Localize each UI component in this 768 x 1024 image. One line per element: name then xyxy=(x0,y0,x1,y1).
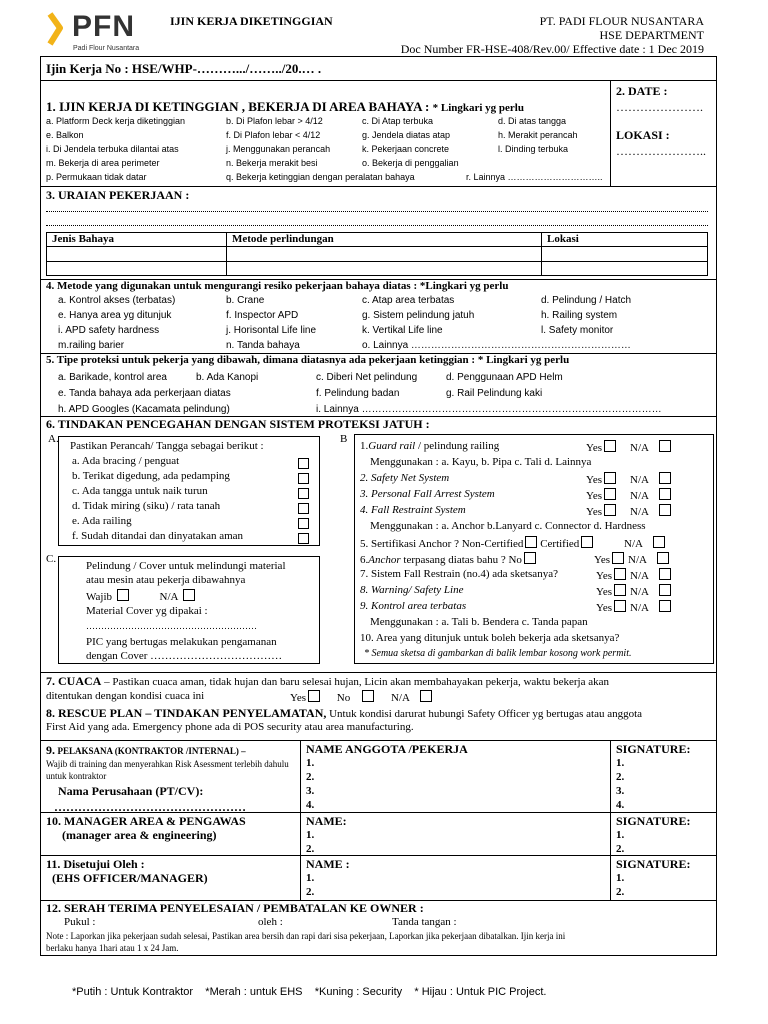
b-yesno-6 xyxy=(594,552,669,566)
member-row-4-sig[interactable]: 4. xyxy=(616,799,625,811)
member-row-3-name[interactable]: 3. xyxy=(306,785,315,797)
option-1r[interactable]: r. Lainnya ………………………….. xyxy=(466,172,603,182)
section-7-text-1: – Pastikan cuaca aman, tidak hujan dan baru selesai hujan, Licin akan membahayakan pekerja, waktu bekerja akan xyxy=(101,676,609,688)
na-label: N/A xyxy=(630,506,649,518)
section-8-title: 8. RESCUE PLAN – TINDAKAN PENYELAMATAN, xyxy=(46,706,327,720)
cuaca-yes-label: Yes xyxy=(290,692,307,704)
section-1-title-main: 1. IJIN KERJA DI KETINGGIAN , BEKERJA DI AREA BAHAYA : xyxy=(46,99,430,114)
option-1k[interactable]: k. Pekerjaan concrete xyxy=(362,144,450,154)
section-10-title-2: (manager area & engineering) xyxy=(62,828,217,842)
option-4b[interactable]: b. Crane xyxy=(226,295,265,306)
section-10-title-1: 10. MANAGER AREA & PENGAWAS xyxy=(46,814,246,828)
option-5i[interactable]: i. Lainnya ……………………………………………………………………………… xyxy=(316,404,662,415)
checkbox-a-d[interactable] xyxy=(298,503,309,514)
company-logo xyxy=(46,12,166,54)
members-sig-header: SIGNATURE: xyxy=(616,742,691,756)
oleh-label[interactable]: oleh : xyxy=(258,916,283,928)
ehs-row-2-sig[interactable]: 2. xyxy=(616,886,625,898)
section-8-line-2: First Aid yang ada. Emergency phone ada di POS security atau area manufacturing. xyxy=(46,721,414,733)
na-checkbox[interactable] xyxy=(657,552,669,564)
na-checkbox[interactable] xyxy=(653,536,665,548)
b-item-9-sub: Menggunakan : a. Tali b. Bendera c. Tanda papan xyxy=(370,616,588,628)
option-5g[interactable]: g. Rail Pelindung kaki xyxy=(446,388,543,399)
yes-label: Yes xyxy=(594,554,611,566)
row-divider-permit xyxy=(40,80,717,81)
b5-text: 5. Sertifikasi Anchor ? Non-Certified xyxy=(360,538,524,550)
section-3-title: 3. URAIAN PEKERJAAN : xyxy=(46,188,190,202)
option-1j[interactable]: j. Menggunakan perancah xyxy=(226,144,331,154)
option-4g[interactable]: g. Sistem pelindung jatuh xyxy=(362,310,475,321)
lokasi-label: LOKASI : xyxy=(616,128,670,142)
yes-label: Yes xyxy=(596,602,613,614)
hazard-table-col-1 xyxy=(226,232,227,276)
b-yesno-2 xyxy=(586,472,671,486)
logo-mark-icon xyxy=(46,12,70,46)
member-row-2-name[interactable]: 2. xyxy=(306,771,315,783)
option-1g[interactable]: g. Jendela diatas atap xyxy=(362,130,451,140)
option-4a[interactable]: a. Kontrol akses (terbatas) xyxy=(58,295,176,306)
manager-sig-header: SIGNATURE: xyxy=(616,814,691,828)
yes-label: Yes xyxy=(586,506,603,518)
ehs-row-1-sig[interactable]: 1. xyxy=(616,872,625,884)
option-4j[interactable]: j. Horisontal Life line xyxy=(226,325,317,336)
section-8-line-1 xyxy=(46,706,642,721)
member-row-4-name[interactable]: 4. xyxy=(306,799,315,811)
hazard-table-row-2 xyxy=(46,261,708,262)
option-1c[interactable]: c. Di Atap terbuka xyxy=(362,116,434,126)
yes-checkbox[interactable] xyxy=(604,488,616,500)
box-c-line-2: atau mesin atau pekerja dibawahnya xyxy=(86,574,246,586)
note-line-2: berlaku hanya 1hari atau 1 x 24 Jam. xyxy=(46,943,179,953)
na-label: N/A xyxy=(630,474,649,486)
box-c-dots[interactable]: ………………………………………………… xyxy=(86,621,257,631)
b-item-3: 3. Personal Fall Arrest System xyxy=(360,488,495,500)
na-label: N/A xyxy=(159,591,178,603)
box-a-item-d: d. Tidak miring (siku) / rata tanah xyxy=(72,500,221,512)
b-yesno-7 xyxy=(596,568,671,582)
yes-label: Yes xyxy=(586,442,603,454)
company-name: PT. PADI FLOUR NUSANTARA xyxy=(539,14,704,28)
cuaca-na-checkbox[interactable] xyxy=(420,690,432,702)
checkbox-a-c[interactable] xyxy=(298,488,309,499)
option-4f[interactable]: f. Inspector APD xyxy=(226,310,299,321)
section-8-text-1: Untuk kondisi darurat hubungi Safety Officer yg bertugas atau anggota xyxy=(326,708,643,720)
b-item-10: 10. Area yang ditunjuk untuk boleh bekerja ada sketsanya? xyxy=(360,632,620,644)
na-checkbox[interactable] xyxy=(659,600,671,612)
na-label: N/A xyxy=(630,570,649,582)
checkbox-a-a[interactable] xyxy=(298,458,309,469)
row-divider-s9 xyxy=(40,740,717,741)
label-b: B xyxy=(340,433,348,445)
option-1a[interactable]: a. Platform Deck kerja diketinggian xyxy=(46,116,186,126)
label-c: C. xyxy=(46,553,57,565)
box-c-line-1: Pelindung / Cover untuk melindungi material xyxy=(86,560,286,572)
section-11-title-2: (EHS OFFICER/MANAGER) xyxy=(52,871,208,885)
members-name-header: NAME ANGGOTA /PEKERJA xyxy=(306,742,468,756)
b6-it: Anchor xyxy=(368,554,401,566)
hazard-table xyxy=(46,232,708,276)
section-9-num: 9. xyxy=(46,743,55,757)
company-name-dots[interactable]: ………………………………………… xyxy=(54,800,246,814)
option-5b[interactable]: b. Ada Kanopi xyxy=(196,372,259,383)
na-label: N/A xyxy=(630,490,649,502)
section-12-title: 12. SERAH TERIMA PENYELESAIAN / PEMBATALAN KE OWNER : xyxy=(46,901,424,915)
b-item-4-sub: Menggunakan : a. Anchor b.Lanyard c. Connector d. Hardness xyxy=(370,520,646,532)
option-1d[interactable]: d. Di atas tangga xyxy=(498,116,567,126)
option-4m[interactable]: m.railing barier xyxy=(58,340,125,351)
section-4-title: 4. Metode yang digunakan untuk mengurangi resiko pekerjaan bahaya diatas : *Lingkari yg perlu xyxy=(46,280,509,292)
row-divider-s11 xyxy=(40,855,717,856)
option-1m[interactable]: m. Bekerja di area perimeter xyxy=(46,158,160,168)
option-4l[interactable]: l. Safety monitor xyxy=(541,325,614,336)
na-label: N/A xyxy=(630,586,649,598)
checkbox-a-f[interactable] xyxy=(298,533,309,544)
ehs-name-header: NAME : xyxy=(306,857,350,871)
option-5d[interactable]: d. Penggunaan APD Helm xyxy=(446,372,563,383)
b-item-6 xyxy=(360,552,536,566)
ehs-sig-header: SIGNATURE: xyxy=(616,857,691,871)
logo-subtext: Padi Flour Nusantara xyxy=(73,45,140,52)
option-4o[interactable]: o. Lainnya ………………………………………………………… xyxy=(362,340,631,351)
logo-text: PFN xyxy=(72,10,135,43)
header-metode: Metode perlindungan xyxy=(232,233,334,245)
permit-number: Ijin Kerja No : HSE/WHP-……….../……../20.… . xyxy=(46,61,322,76)
option-4i[interactable]: i. APD safety hardness xyxy=(58,325,160,336)
row-divider-s3 xyxy=(40,186,717,187)
yes-checkbox[interactable] xyxy=(614,568,626,580)
cuaca-yes-checkbox[interactable] xyxy=(308,690,320,702)
cuaca-na-label: N/A xyxy=(390,692,410,704)
option-1i[interactable]: i. Di Jendela terbuka dilantai atas xyxy=(46,144,179,154)
sig-grid-col-1 xyxy=(300,740,301,900)
form-title: IJIN KERJA DIKETINGGIAN xyxy=(170,14,333,28)
b-note: * Semua sketsa di gambarkan di balik lembar kosong work permit. xyxy=(364,648,632,659)
section-7-options xyxy=(290,690,432,704)
b5-cert-label: Certified xyxy=(540,538,580,550)
header-lokasi: Lokasi xyxy=(547,233,579,245)
row-divider-s7 xyxy=(40,672,717,673)
b-yesno-5 xyxy=(624,536,665,550)
tanda-tangan-label[interactable]: Tanda tangan : xyxy=(392,916,457,928)
section-11-title-1: 11. Disetujui Oleh : xyxy=(46,857,145,871)
na-checkbox[interactable] xyxy=(659,488,671,500)
na-label: N/A xyxy=(630,602,649,614)
section-9-note: Wajib di training dan menyerahkan Risk Asessment terlebih dahulu untuk kontraktor xyxy=(46,759,289,781)
box-a-item-a: a. Ada bracing / penguat xyxy=(72,455,180,467)
option-4k[interactable]: k. Vertikal Life line xyxy=(362,325,443,336)
manager-row-2-sig[interactable]: 2. xyxy=(616,843,625,855)
yes-label: Yes xyxy=(596,570,613,582)
b-item-9: 9. Kontrol area terbatas xyxy=(360,600,467,612)
checkbox-a-b[interactable] xyxy=(298,473,309,484)
date-column-divider xyxy=(610,80,611,186)
row-divider-s10 xyxy=(40,812,717,813)
b1-num: 1. xyxy=(360,440,369,452)
option-1h[interactable]: h. Merakit perancah xyxy=(498,130,578,140)
wajib-label: Wajib xyxy=(86,591,112,603)
option-1b[interactable]: b. Di Plafon lebar > 4/12 xyxy=(226,116,323,126)
member-row-2-sig[interactable]: 2. xyxy=(616,771,625,783)
manager-row-2-name[interactable]: 2. xyxy=(306,843,315,855)
section-1-title xyxy=(46,99,524,115)
manager-name-header: NAME: xyxy=(306,814,347,828)
date-dots[interactable]: …………………. xyxy=(616,100,703,114)
section-9-title-text: PELAKSANA (KONTRAKTOR /INTERNAL) – xyxy=(57,746,246,756)
na-checkbox[interactable] xyxy=(659,472,671,484)
manager-row-1-sig[interactable]: 1. xyxy=(616,829,625,841)
b-yesno-4 xyxy=(586,504,671,518)
manager-row-1-name[interactable]: 1. xyxy=(306,829,315,841)
na-checkbox[interactable] xyxy=(659,584,671,596)
box-c-material: Material Cover yg dipakai : xyxy=(86,605,208,617)
na-checkbox[interactable] xyxy=(659,568,671,580)
checkbox-a-e[interactable] xyxy=(298,518,309,529)
option-5a[interactable]: a. Barikade, kontrol area xyxy=(58,372,167,383)
b-item-1-sub: Menggunakan : a. Kayu, b. Pipa c. Tali d. Lainnya xyxy=(370,456,592,468)
na-label: N/A xyxy=(628,554,647,566)
option-4e[interactable]: e. Hanya area yg ditunjuk xyxy=(58,310,172,321)
section-7-line-2: ditentukan dengan kondisi cuaca ini xyxy=(46,690,205,702)
uraian-line-1[interactable] xyxy=(46,211,708,212)
na-checkbox[interactable] xyxy=(659,504,671,516)
company-name-label: Nama Perusahaan (PT/CV): xyxy=(58,784,204,798)
option-1e[interactable]: e. Balkon xyxy=(46,130,84,140)
na-label: N/A xyxy=(630,442,649,454)
section-7-line-1 xyxy=(46,674,609,689)
b6-no-checkbox[interactable] xyxy=(524,552,536,564)
member-row-3-sig[interactable]: 3. xyxy=(616,785,625,797)
option-5c[interactable]: c. Diberi Net pelindung xyxy=(316,372,418,383)
na-checkbox[interactable] xyxy=(659,440,671,452)
section-6-title: 6. TINDAKAN PENCEGAHAN DENGAN SISTEM PROTEKSI JATUH : xyxy=(46,417,430,431)
b5-cert-checkbox[interactable] xyxy=(581,536,593,548)
sig-grid-col-2 xyxy=(610,740,611,900)
option-1o[interactable]: o. Bekerja di penggalian xyxy=(362,158,459,168)
section-5-title: 5. Tipe proteksi untuk pekerja yang dibawah, dimana diatasnya ada pekerjaan ketinggian : * Lingkari yg perlu xyxy=(46,354,570,366)
department: HSE DEPARTMENT xyxy=(599,28,704,42)
yes-checkbox[interactable] xyxy=(604,472,616,484)
yes-label: Yes xyxy=(586,490,603,502)
pukul-label[interactable]: Pukul : xyxy=(64,916,96,928)
option-1q[interactable]: q. Bekerja ketinggian dengan peralatan bahaya xyxy=(226,172,415,182)
b-yesno-3 xyxy=(586,488,671,502)
yes-checkbox[interactable] xyxy=(614,584,626,596)
na-checkbox[interactable] xyxy=(183,589,195,601)
box-c-pic-1: PIC yang bertugas melakukan pengamanan xyxy=(86,636,277,648)
b-yesno-8 xyxy=(596,584,671,598)
option-5e[interactable]: e. Tanda bahaya ada perkerjaan diatas xyxy=(58,388,231,399)
box-c-wajib xyxy=(86,589,195,603)
b1-rest: / pelindung railing xyxy=(415,440,500,452)
cuaca-no-checkbox[interactable] xyxy=(362,690,374,702)
section-7-title: 7. CUACA xyxy=(46,674,102,688)
header-jenis-bahaya: Jenis Bahaya xyxy=(52,233,115,245)
uraian-line-2[interactable] xyxy=(46,225,708,226)
ehs-row-2-name[interactable]: 2. xyxy=(306,886,315,898)
b-item-4: 4. Fall Restraint System xyxy=(360,504,466,516)
yes-label: Yes xyxy=(596,586,613,598)
box-a-item-f: f. Sudah ditandai dan dinyatakan aman xyxy=(72,530,244,542)
box-a-item-c: c. Ada tangga untuk naik turun xyxy=(72,485,208,497)
b-item-7: 7. Sistem Fall Restrain (no.4) ada sketsanya? xyxy=(360,568,558,580)
lokasi-dots[interactable]: ………………….. xyxy=(616,144,706,158)
b-yesno-9 xyxy=(596,600,671,614)
option-4d[interactable]: d. Pelindung / Hatch xyxy=(541,295,632,306)
b-yesno-1 xyxy=(586,440,671,454)
hazard-table-col-2 xyxy=(541,232,542,276)
yes-checkbox[interactable] xyxy=(614,600,626,612)
hazard-table-row-1 xyxy=(46,246,708,247)
b-item-2: 2. Safety Net System xyxy=(360,472,450,484)
option-4h[interactable]: h. Railing system xyxy=(541,310,618,321)
section-1-title-note: * Lingkari yg perlu xyxy=(432,102,524,114)
yes-checkbox[interactable] xyxy=(612,552,624,564)
label-a: A. xyxy=(48,433,59,445)
na-label: N/A xyxy=(624,538,643,550)
yes-checkbox[interactable] xyxy=(604,504,616,516)
note-line-1: Note : Laporkan jika pekerjaan sudah selesai, Pastikan area bersih dan rapi dari sisa pekerjaan, Laporkan jika pekerjaan dibatalkan. Ijin kerja ini xyxy=(46,931,566,941)
member-row-1-name[interactable]: 1. xyxy=(306,757,315,769)
option-4c[interactable]: c. Atap area terbatas xyxy=(362,295,455,306)
b-item-5 xyxy=(360,536,593,550)
b-item-1 xyxy=(360,440,499,452)
option-1l[interactable]: l. Dinding terbuka xyxy=(498,144,569,154)
doc-number: Doc Number FR-HSE-408/Rev.00/ Effective date : 1 Dec 2019 xyxy=(400,42,704,56)
cuaca-no-label: No xyxy=(336,692,351,704)
copy-distribution-footer: *Putih : Untuk Kontraktor *Merah : untuk EHS *Kuning : Security * Hijau : Untuk PIC Project. xyxy=(72,986,547,998)
box-a-title: Pastikan Perancah/ Tangga sebagai berikut : xyxy=(70,440,264,452)
option-1p[interactable]: p. Permukaan tidak datar xyxy=(46,172,147,182)
box-a-item-b: b. Terikat digedung, ada pedamping xyxy=(72,470,230,482)
yes-label: Yes xyxy=(586,474,603,486)
option-4n[interactable]: n. Tanda bahaya xyxy=(226,340,300,351)
option-1f[interactable]: f. Di Plafon lebar < 4/12 xyxy=(226,130,321,140)
b1-it: Guard rail xyxy=(368,440,416,452)
option-5h[interactable]: h. APD Googles (Kacamata pelindung) xyxy=(58,404,230,415)
b5-noncert-checkbox[interactable] xyxy=(525,536,537,548)
wajib-checkbox[interactable] xyxy=(117,589,129,601)
member-row-1-sig[interactable]: 1. xyxy=(616,757,625,769)
box-c-pic-2: dengan Cover ……………………………… xyxy=(86,650,283,662)
ehs-row-1-name[interactable]: 1. xyxy=(306,872,315,884)
section-9-title xyxy=(46,743,246,758)
yes-checkbox[interactable] xyxy=(604,440,616,452)
b6-rest: terpasang diatas bahu ? No xyxy=(400,554,522,566)
option-5f[interactable]: f. Pelindung badan xyxy=(316,388,400,399)
date-label: 2. DATE : xyxy=(616,84,668,98)
b-item-8: 8. Warning/ Safety Line xyxy=(360,584,464,596)
option-1n[interactable]: n. Bekerja merakit besi xyxy=(226,158,318,168)
box-a-item-e: e. Ada railing xyxy=(72,515,132,527)
b6-num: 6. xyxy=(360,554,369,566)
